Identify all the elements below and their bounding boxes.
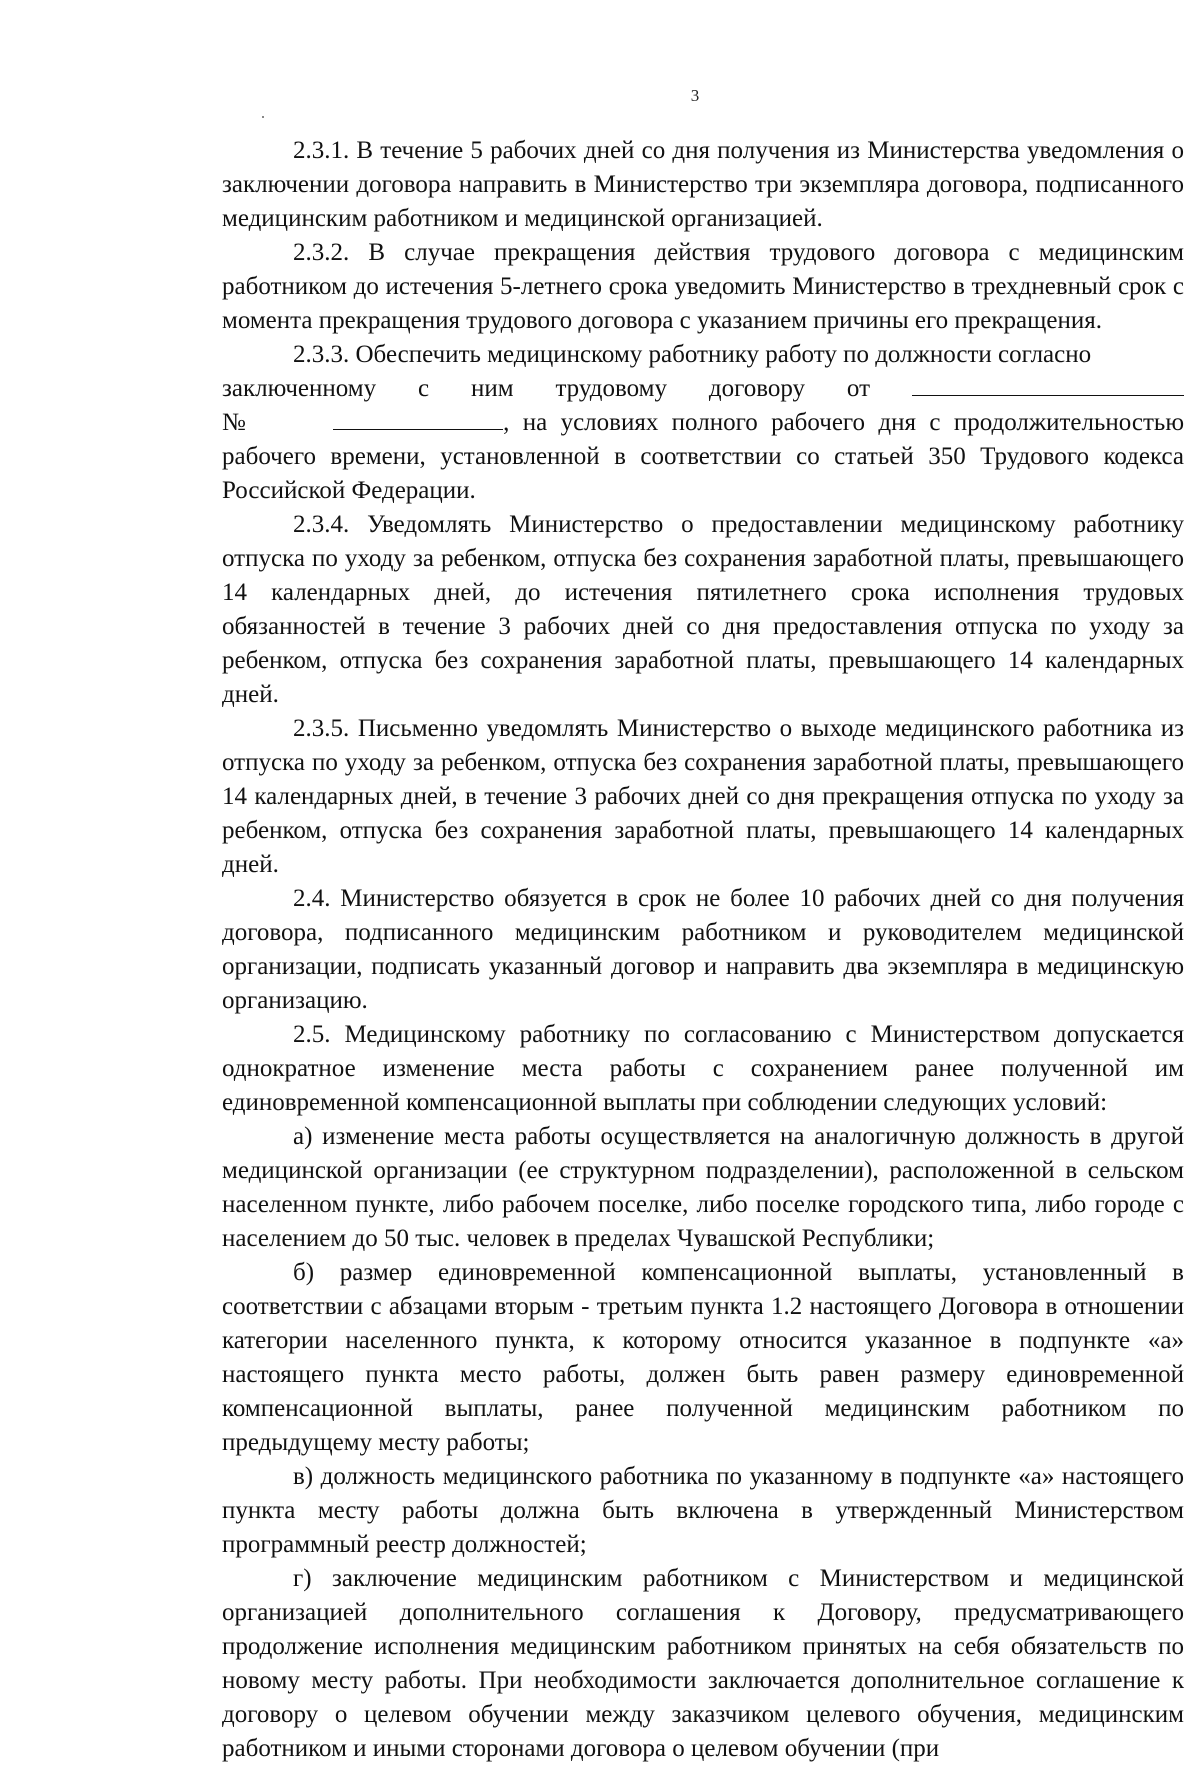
- paragraph-2-5: 2.5. Медицинскому работнику по согласованию с Министерством допускается однократное изменение места работы с сохранением ранее полученной им единовременной компенсационной выплаты при соблюдении следующих условий:: [222, 1021, 1184, 1116]
- date-blank-line: [912, 394, 1184, 396]
- paragraph-2-5-v: в) должность медицинского работника по указанному в подпункте «а» настоящего пункта месту работы должна быть включена в утвержденный Министерством программный реестр должностей;: [222, 1463, 1184, 1558]
- word: ним: [470, 375, 514, 402]
- paragraph-2-3-4: 2.3.4. Уведомлять Министерство о предоставлении медицинскому работнику отпуска по уходу за ребенком, отпуска без сохранения заработной платы, превышающего 14 календарных дней, до истечения пятилетнего срока исполнения трудовых обязанностей в течение 3 рабочих дней со дня предоставления отпуска по уходу за ребенком, отпуска без сохранения заработной платы, превышающего 14 календарных дней.: [222, 511, 1184, 708]
- paragraph-2-3-3-tail: , на условиях полного рабочего дня с продолжительностью рабочего времени, установленной в соответствии со статьей 350 Трудового кодекса Российской Федерации.: [222, 409, 1184, 504]
- number-sign: №: [222, 409, 253, 436]
- paragraph-2-3-2: 2.3.2. В случае прекращения действия трудового договора с медицинским работником до истечения 5-летнего срока уведомить Министерство в трехдневный срок с момента прекращения трудового договора с указанием причины его прекращения.: [222, 239, 1184, 334]
- paragraph-2-3-3: [222, 338, 1184, 508]
- word: с: [417, 375, 430, 402]
- paragraph-2-3-5: 2.3.5. Письменно уведомлять Министерство о выходе медицинского работника из отпуска по уходу за ребенком, отпуска без сохранения заработной платы, превышающего 14 календарных дней, в течение 3 рабочих дней со дня прекращения отпуска по уходу за ребенком, отпуска без сохранения заработной платы, превышающего 14 календарных дней.: [222, 715, 1184, 878]
- document-body: [222, 134, 1184, 1766]
- paragraph-2-5-a: а) изменение места работы осуществляется на аналогичную должность в другой медицинской организации (ее структурном подразделении), расположенной в сельском населенном пункте, либо рабочем поселке, либо поселке городского типа, либо городе с населением до 50 тыс. человек в пределах Чувашской Республики;: [222, 1123, 1184, 1252]
- word: от: [846, 375, 871, 402]
- word: заключенному: [222, 375, 377, 402]
- paragraph-2-4: 2.4. Министерство обязуется в срок не более 10 рабочих дней со дня получения договора, подписанного медицинским работником и руководителем медицинской организации, подписать указанный договор и направить два экземпляра в медицинскую организацию.: [222, 885, 1184, 1014]
- paragraph-2-3-3-line1: 2.3.3. Обеспечить медицинскому работнику работу по должности согласно: [293, 341, 1092, 368]
- paragraph-2-3-3-line2: [222, 372, 1184, 406]
- scan-artifact: [262, 116, 264, 118]
- number-blank-line: [333, 428, 503, 430]
- paragraph-2-5-g: г) заключение медицинским работником с Министерством и медицинской организацией дополнительного соглашения к Договору, предусматривающего продолжение исполнения медицинским работником принятых на себя обязательств по новому месту работы. При необходимости заключается дополнительное соглашение к договору о целевом обучении между заказчиком целевого обучения, медицинским работником и иными сторонами договора о целевом обучении (при: [222, 1565, 1184, 1762]
- paragraph-2-3-3-rest: [222, 406, 1184, 508]
- word: договору: [708, 375, 806, 402]
- paragraph-2-5-b: б) размер единовременной компенсационной выплаты, установленный в соответствии с абзацами вторым - третьим пункта 1.2 настоящего Договора в отношении категории населенного пункта, к которому относится указанное в подпункте «а» настоящего пункта место работы, должен быть равен размеру единовременной компенсационной выплаты, ранее полученной медицинским работником по предыдущему месту работы;: [222, 1259, 1184, 1456]
- paragraph-2-3-1: 2.3.1. В течение 5 рабочих дней со дня получения из Министерства уведомления о заключении договора направить в Министерство три экземпляра договора, подписанного медицинским работником и медицинской организацией.: [222, 137, 1184, 232]
- page-number: 3: [690, 86, 700, 105]
- word: трудовому: [555, 375, 667, 402]
